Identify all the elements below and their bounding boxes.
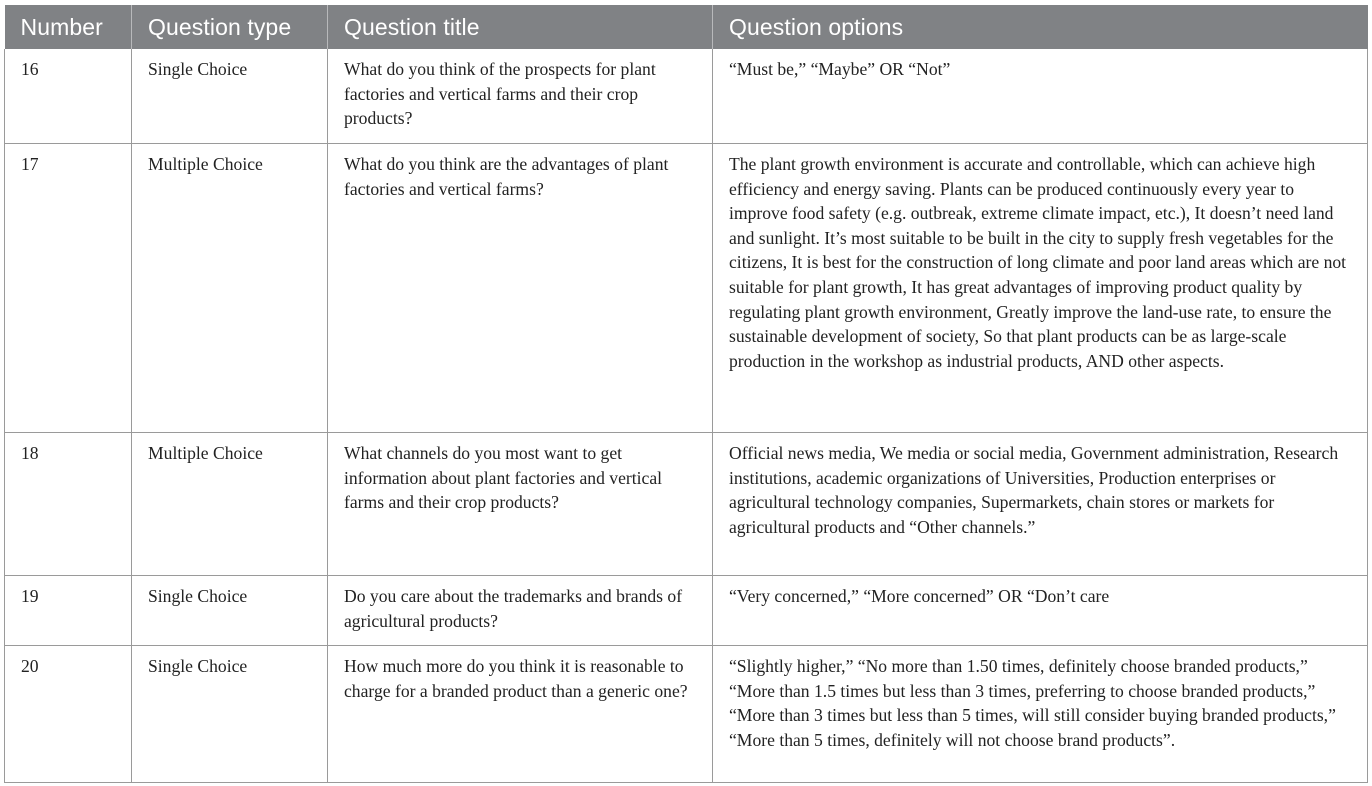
cell-question-options: “Very concerned,” “More concerned” OR “Don’t care [713,576,1368,646]
question-table [4,5,1368,783]
header-number: Number [5,5,132,49]
header-question-title: Question title [328,5,713,49]
table-row [5,433,1368,576]
table-row [5,144,1368,433]
cell-question-type: Single Choice [132,49,328,144]
cell-question-title: What do you think of the prospects for plant factories and vertical farms and their crop products? [328,49,713,144]
cell-question-options: “Must be,” “Maybe” OR “Not” [713,49,1368,144]
header-question-options: Question options [713,5,1368,49]
table-row [5,49,1368,144]
cell-question-options: Official news media, We media or social media, Government administration, Research institutions, academic organizations of Universities, Production enterprises or agricultural technology companies, Supermarkets, chain stores or markets for agricultural products and “Other channels.” [713,433,1368,576]
table-row [5,576,1368,646]
table-header [5,5,1368,49]
table-body [5,49,1368,783]
cell-question-title: What do you think are the advantages of plant factories and vertical farms? [328,144,713,433]
cell-question-options: “Slightly higher,” “No more than 1.50 times, definitely choose branded products,” “More than 1.5 times but less than 3 times, preferring to choose branded products,” “More than 3 times but less than 5 times, will still consider buying branded products,” “More than 5 times, definitely will not choose brand products”. [713,646,1368,783]
cell-number: 17 [5,144,132,433]
table-row [5,646,1368,783]
header-row [5,5,1368,49]
header-question-type: Question type [132,5,328,49]
cell-question-title: Do you care about the trademarks and brands of agricultural products? [328,576,713,646]
cell-question-type: Single Choice [132,576,328,646]
cell-question-title: What channels do you most want to get information about plant factories and vertical farms and their crop products? [328,433,713,576]
cell-question-type: Multiple Choice [132,144,328,433]
cell-question-type: Multiple Choice [132,433,328,576]
cell-number: 19 [5,576,132,646]
cell-number: 16 [5,49,132,144]
cell-number: 20 [5,646,132,783]
cell-question-options: The plant growth environment is accurate and controllable, which can achieve high efficiency and energy saving. Plants can be produced continuously every year to improve food safety (e.g. outbreak, extreme climate impact, etc.), It doesn’t need land and sunlight. It’s most suitable to be built in the city to supply fresh vegetables for the citizens, It is best for the construction of long climate and poor land areas which are not suitable for plant growth, It has great advantages of improving product quality by regulating plant growth environment, Greatly improve the land-use rate, to ensure the sustainable development of society, So that plant products can be as large-scale production in the workshop as industrial products, AND other aspects. [713,144,1368,433]
cell-question-type: Single Choice [132,646,328,783]
cell-number: 18 [5,433,132,576]
cell-question-title: How much more do you think it is reasonable to charge for a branded product than a generic one? [328,646,713,783]
